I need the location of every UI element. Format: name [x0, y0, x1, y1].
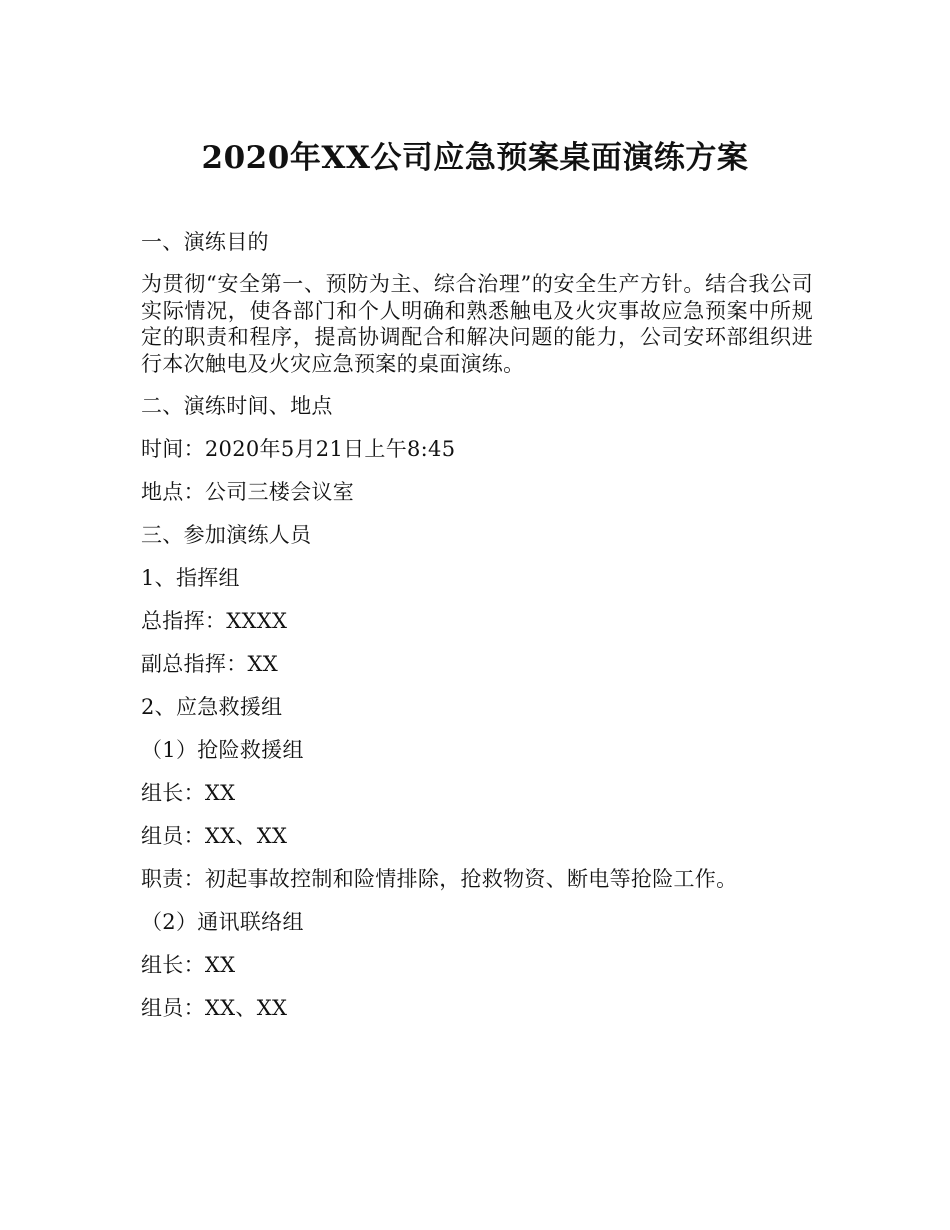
rescue-team-members: 组员：XX、XX: [141, 824, 288, 848]
communication-team-leader: 组长：XX: [141, 953, 236, 977]
drill-time: 时间：2020年5月21日上午8:45: [141, 437, 456, 461]
rescue-team-duties: 职责：初起事故控制和险情排除，抢救物资、断电等抢险工作。: [141, 867, 738, 891]
communication-team-heading: （2）通讯联络组: [141, 910, 304, 934]
rescue-group-heading: 2、应急救援组: [141, 695, 283, 719]
deputy-commander: 副总指挥：XX: [141, 652, 278, 676]
document-title: 2020年XX公司应急预案桌面演练方案: [201, 140, 749, 176]
section-heading-participants: 三、参加演练人员: [141, 523, 312, 547]
rescue-team-heading: （1）抢险救援组: [141, 738, 304, 762]
communication-team-members: 组员：XX、XX: [141, 996, 288, 1020]
purpose-paragraph: 为贯彻“安全第一、预防为主、综合治理”的安全生产方针。结合我公司实际情况，使各部门和个人明确和熟悉触电及火灾事故应急预案中所规定的职责和程序，提高协调配合和解决问题的能力，公司安环部组织进行本次触电及火灾应急预案的桌面演练。: [141, 272, 813, 376]
drill-location: 地点：公司三楼会议室: [141, 480, 354, 504]
rescue-team-leader: 组长：XX: [141, 781, 236, 805]
chief-commander: 总指挥：XXXX: [141, 609, 288, 633]
section-heading-purpose: 一、演练目的: [141, 230, 269, 254]
command-group-heading: 1、指挥组: [141, 566, 240, 590]
section-heading-time-place: 二、演练时间、地点: [141, 394, 333, 418]
document-body: [141, 228, 821, 1037]
